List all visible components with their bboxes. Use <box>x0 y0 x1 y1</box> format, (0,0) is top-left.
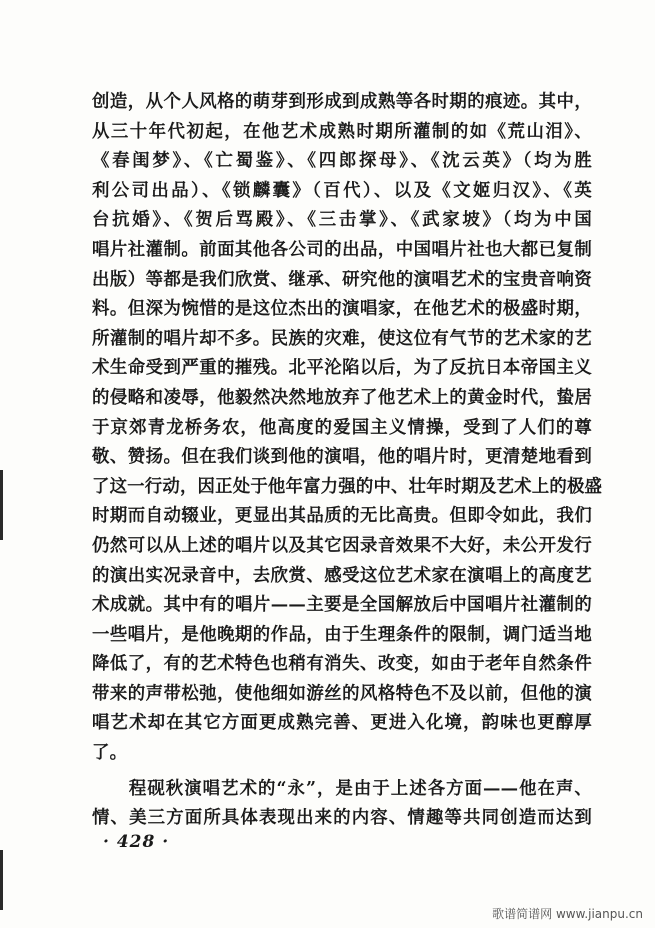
text-line: 从三十年代初起，在他艺术成熟时期所灌制的如《荒山泪》、 <box>92 121 592 142</box>
text-line: 创造，从个人风格的萌芽到形成到成熟等各时期的痕迹。其中， <box>92 92 592 112</box>
scan-edge-mark <box>0 850 3 910</box>
paragraph-1 <box>92 88 603 769</box>
site-watermark: 歌谱简谱网 www.jianpu.cn <box>492 907 643 921</box>
text-line: 于京郊青龙桥务农，他高度的爱国主义情操，受到了人们的尊 <box>92 417 592 438</box>
text-line: 术生命受到严重的摧残。北平沦陷以后，为了反抗日本帝国主义 <box>92 358 592 379</box>
scan-edge-mark <box>0 470 3 540</box>
text-line: 《春闺梦》、《亡蜀鉴》、《四郎探母》、《沈云英》（均为胜 <box>92 151 592 172</box>
text-line: 出版）等都是我们欣赏、继承、研究他的演唱艺术的宝贵音响资 <box>92 269 592 290</box>
text-line: 降低了，有的艺术特色也稍有消失、改变，如由于老年自然条件 <box>92 654 592 675</box>
text-line: 台抗婚》、《贺后骂殿》、《三击掌》、《武家坡》（均为中国 <box>92 210 592 231</box>
text-line: 所灌制的唱片却不多。民族的灾难，使这位有气节的艺术家的艺 <box>92 328 592 349</box>
text-line: 了这一行动，因正处于他年富力强的中、壮年时期及艺术上的极盛 <box>92 476 603 497</box>
text-line: 带来的声带松弛，使他细如游丝的风格特色不及以前，但他的演 <box>92 683 592 704</box>
text-line: 程砚秋演唱艺术的“永”，是由于上述各方面——他在声、 <box>92 778 592 799</box>
text-line: 时期而自动辍业，更显出其品质的无比高贵。但即令如此，我们 <box>92 506 592 527</box>
body-text <box>92 88 603 834</box>
text-line: 了。 <box>92 743 128 764</box>
text-line: 利公司出品）、《锁麟囊》（百代）、以及《文姬归汉》、《英 <box>92 180 592 201</box>
text-line: 唱艺术却在其它方面更成熟完善、更进入化境，韵味也更醇厚 <box>92 713 592 734</box>
page-number: · 428 · <box>103 832 170 852</box>
text-line: 仍然可以从上述的唱片以及其它因录音效果不大好，未公开发行 <box>92 535 592 556</box>
text-line: 一些唱片，是他晚期的作品，由于生理条件的限制，调门适当地 <box>92 624 592 645</box>
paragraph-2 <box>92 775 592 834</box>
text-line: 的侵略和凌辱，他毅然决然地放弃了他艺术上的黄金时代，蛰居 <box>92 387 592 408</box>
text-line: 唱片社灌制。前面其他各公司的出品，中国唱片社也大都已复制 <box>92 239 592 260</box>
text-line: 术成就。其中有的唱片——主要是全国解放后中国唱片社灌制的 <box>92 595 592 616</box>
text-line: 的演出实况录音中，去欣赏、感受这位艺术家在演唱上的高度艺 <box>92 565 592 586</box>
text-line: 情、美三方面所具体表现出来的内容、情趣等共同创造而达到 <box>92 808 592 829</box>
text-line: 敬、赞扬。但在我们谈到他的演唱，他的唱片时，更清楚地看到 <box>92 447 592 468</box>
text-line: 料。但深为惋惜的是这位杰出的演唱家，在他艺术的极盛时期， <box>92 299 592 320</box>
